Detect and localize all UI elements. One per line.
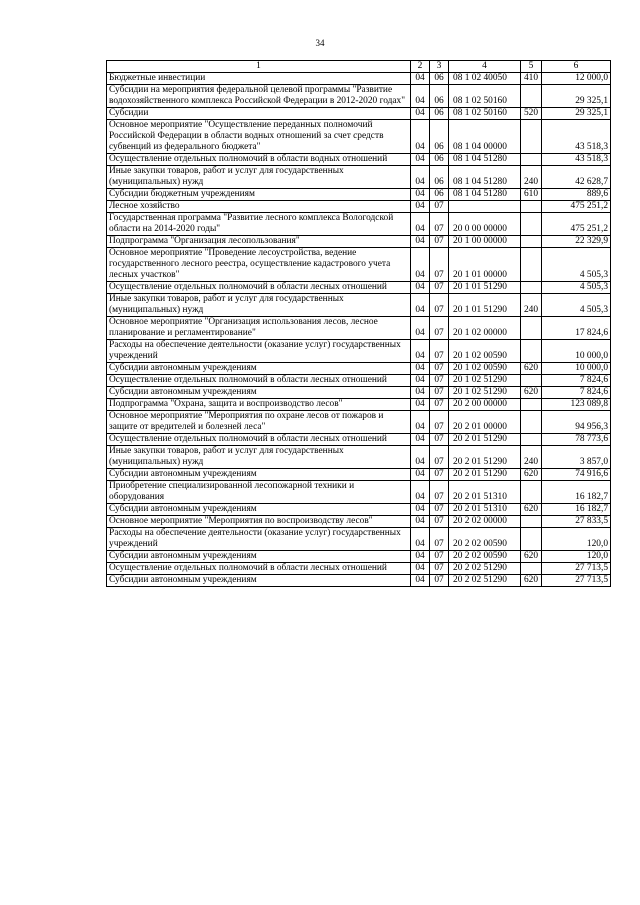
row-section: 04: [411, 166, 430, 189]
row-subsection: 07: [430, 504, 449, 516]
row-subsection: 07: [430, 446, 449, 469]
row-name: Субсидии бюджетным учреждениям: [107, 189, 411, 201]
row-target-code: 20 1 02 00000: [449, 317, 521, 340]
row-section: 04: [411, 120, 430, 154]
row-expense-type: [521, 282, 542, 294]
table-row: [107, 575, 611, 587]
row-section: 04: [411, 85, 430, 108]
row-amount: 29 325,1: [542, 108, 611, 120]
row-target-code: 20 0 00 00000: [449, 213, 521, 236]
row-amount: 27 713,5: [542, 575, 611, 587]
row-subsection: 07: [430, 282, 449, 294]
row-target-code: 08 1 02 50160: [449, 108, 521, 120]
row-section: 04: [411, 516, 430, 528]
row-name: Субсидии автономным учреждениям: [107, 504, 411, 516]
row-amount: 123 089,8: [542, 399, 611, 411]
row-expense-type: [521, 481, 542, 504]
row-amount: 29 325,1: [542, 85, 611, 108]
row-name: Субсидии автономным учреждениям: [107, 575, 411, 587]
row-section: 04: [411, 375, 430, 387]
row-subsection: 06: [430, 189, 449, 201]
row-name: Подпрограмма "Охрана, защита и воспроизводство лесов": [107, 399, 411, 411]
row-name: Осуществление отдельных полномочий в области лесных отношений: [107, 282, 411, 294]
row-amount: 17 824,6: [542, 317, 611, 340]
row-target-code: 20 1 02 51290: [449, 375, 521, 387]
row-target-code: 20 2 02 51290: [449, 563, 521, 575]
row-amount: 7 824,6: [542, 375, 611, 387]
row-target-code: 20 1 01 51290: [449, 294, 521, 317]
row-name: Субсидии на мероприятия федеральной целевой программы "Развитие водохозяйственного комплекса Российской Федерации в 2012-2020 годах": [107, 85, 411, 108]
row-target-code: 20 1 02 00590: [449, 363, 521, 375]
row-amount: 3 857,0: [542, 446, 611, 469]
row-name: Иные закупки товаров, работ и услуг для государственных (муниципальных) нужд: [107, 446, 411, 469]
row-section: 04: [411, 446, 430, 469]
row-name: Лесное хозяйство: [107, 201, 411, 213]
row-target-code: 20 2 01 51310: [449, 504, 521, 516]
row-amount: 74 916,6: [542, 469, 611, 481]
row-subsection: 06: [430, 73, 449, 85]
row-target-code: 20 2 02 00590: [449, 551, 521, 563]
row-section: 04: [411, 317, 430, 340]
table-row: [107, 166, 611, 189]
row-section: 04: [411, 363, 430, 375]
row-expense-type: 240: [521, 294, 542, 317]
row-subsection: 07: [430, 469, 449, 481]
row-target-code: 20 2 01 00000: [449, 411, 521, 434]
row-section: 04: [411, 387, 430, 399]
row-target-code: 20 1 00 00000: [449, 236, 521, 248]
row-name: Субсидии автономным учреждениям: [107, 363, 411, 375]
row-subsection: 06: [430, 166, 449, 189]
row-expense-type: 620: [521, 387, 542, 399]
row-subsection: 07: [430, 375, 449, 387]
table-row: [107, 375, 611, 387]
column-header-6: 6: [542, 61, 611, 73]
row-amount: 16 182,7: [542, 481, 611, 504]
row-expense-type: [521, 213, 542, 236]
table-row: [107, 294, 611, 317]
row-amount: 4 505,3: [542, 248, 611, 282]
row-name: Осуществление отдельных полномочий в области водных отношений: [107, 154, 411, 166]
table-row: [107, 399, 611, 411]
row-target-code: 20 2 01 51310: [449, 481, 521, 504]
row-target-code: 20 2 02 00590: [449, 528, 521, 551]
table-body: [107, 73, 611, 587]
budget-table: [106, 60, 611, 587]
row-subsection: 07: [430, 563, 449, 575]
row-expense-type: [521, 317, 542, 340]
row-expense-type: [521, 399, 542, 411]
table-row: [107, 213, 611, 236]
row-amount: 94 956,3: [542, 411, 611, 434]
table-row: [107, 108, 611, 120]
header-row: [107, 61, 611, 73]
row-section: 04: [411, 575, 430, 587]
row-subsection: 07: [430, 434, 449, 446]
table-row: [107, 73, 611, 85]
table-row: [107, 340, 611, 363]
column-header-3: 3: [430, 61, 449, 73]
row-subsection: 06: [430, 154, 449, 166]
row-subsection: 07: [430, 528, 449, 551]
row-amount: 22 329,9: [542, 236, 611, 248]
table-row: [107, 469, 611, 481]
table-row: [107, 528, 611, 551]
row-subsection: 07: [430, 399, 449, 411]
row-expense-type: [521, 201, 542, 213]
row-subsection: 07: [430, 213, 449, 236]
table-row: [107, 363, 611, 375]
row-subsection: 07: [430, 363, 449, 375]
row-target-code: 08 1 04 51280: [449, 154, 521, 166]
row-target-code: 20 1 01 00000: [449, 248, 521, 282]
row-subsection: 07: [430, 551, 449, 563]
row-expense-type: 240: [521, 446, 542, 469]
row-amount: 27 713,5: [542, 563, 611, 575]
row-expense-type: [521, 528, 542, 551]
row-expense-type: [521, 375, 542, 387]
row-target-code: 20 2 01 51290: [449, 434, 521, 446]
row-section: 04: [411, 504, 430, 516]
row-section: 04: [411, 563, 430, 575]
table-row: [107, 317, 611, 340]
row-amount: 16 182,7: [542, 504, 611, 516]
row-target-code: 08 1 02 50160: [449, 85, 521, 108]
table-row: [107, 504, 611, 516]
row-amount: 889,6: [542, 189, 611, 201]
row-name: Иные закупки товаров, работ и услуг для государственных (муниципальных) нужд: [107, 166, 411, 189]
row-section: 04: [411, 108, 430, 120]
table-row: [107, 411, 611, 434]
row-name: Осуществление отдельных полномочий в области лесных отношений: [107, 563, 411, 575]
row-target-code: 20 2 01 51290: [449, 446, 521, 469]
row-expense-type: [521, 340, 542, 363]
row-target-code: 08 1 04 51280: [449, 189, 521, 201]
table-row: [107, 516, 611, 528]
row-amount: 120,0: [542, 551, 611, 563]
table-row: [107, 563, 611, 575]
table-row: [107, 434, 611, 446]
row-expense-type: 620: [521, 363, 542, 375]
row-name: Подпрограмма "Организация лесопользования": [107, 236, 411, 248]
table-row: [107, 282, 611, 294]
row-amount: 475 251,2: [542, 213, 611, 236]
row-name: Субсидии автономным учреждениям: [107, 551, 411, 563]
table-row: [107, 551, 611, 563]
row-name: Иные закупки товаров, работ и услуг для государственных (муниципальных) нужд: [107, 294, 411, 317]
table-row: [107, 236, 611, 248]
row-target-code: 20 1 02 51290: [449, 387, 521, 399]
row-target-code: 20 2 02 00000: [449, 516, 521, 528]
row-subsection: 06: [430, 85, 449, 108]
row-amount: 27 833,5: [542, 516, 611, 528]
row-subsection: 06: [430, 108, 449, 120]
row-expense-type: 620: [521, 469, 542, 481]
row-target-code: 20 1 02 00590: [449, 340, 521, 363]
row-expense-type: [521, 411, 542, 434]
row-section: 04: [411, 551, 430, 563]
row-section: 04: [411, 340, 430, 363]
row-amount: 475 251,2: [542, 201, 611, 213]
row-target-code: 08 1 04 51280: [449, 166, 521, 189]
row-section: 04: [411, 411, 430, 434]
row-section: 04: [411, 481, 430, 504]
row-name: Расходы на обеспечение деятельности (оказание услуг) государственных учреждений: [107, 340, 411, 363]
row-amount: 43 518,3: [542, 154, 611, 166]
row-name: Осуществление отдельных полномочий в области лесных отношений: [107, 375, 411, 387]
row-name: Основное мероприятие "Организация использования лесов, лесное планирование и регламентирование": [107, 317, 411, 340]
row-subsection: 07: [430, 516, 449, 528]
row-subsection: 07: [430, 387, 449, 399]
table-row: [107, 85, 611, 108]
row-section: 04: [411, 189, 430, 201]
row-subsection: 07: [430, 236, 449, 248]
row-target-code: 20 2 00 00000: [449, 399, 521, 411]
row-section: 04: [411, 399, 430, 411]
row-name: Приобретение специализированной лесопожарной техники и оборудования: [107, 481, 411, 504]
row-section: 04: [411, 282, 430, 294]
table-row: [107, 446, 611, 469]
row-name: Расходы на обеспечение деятельности (оказание услуг) государственных учреждений: [107, 528, 411, 551]
row-section: 04: [411, 434, 430, 446]
row-name: Основное мероприятие "Мероприятия по охране лесов от пожаров и защите от вредителей и болезней леса": [107, 411, 411, 434]
row-section: 04: [411, 528, 430, 551]
row-amount: 43 518,3: [542, 120, 611, 154]
row-target-code: 08 1 02 40050: [449, 73, 521, 85]
column-header-5: 5: [521, 61, 542, 73]
row-amount: 10 000,0: [542, 340, 611, 363]
row-section: 04: [411, 201, 430, 213]
row-name: Основное мероприятие "Осуществление переданных полномочий Российской Федерации в области водных отношений за счет средств субвенций из федерального бюджета": [107, 120, 411, 154]
row-name: Бюджетные инвестиции: [107, 73, 411, 85]
row-name: Осуществление отдельных полномочий в области лесных отношений: [107, 434, 411, 446]
row-amount: 4 505,3: [542, 294, 611, 317]
row-expense-type: [521, 85, 542, 108]
row-name: Основное мероприятие "Проведение лесоустройства, ведение государственного лесного реестра, осуществление кадастрового учета лесных участков": [107, 248, 411, 282]
row-expense-type: [521, 248, 542, 282]
row-subsection: 07: [430, 201, 449, 213]
row-amount: 4 505,3: [542, 282, 611, 294]
table-row: [107, 481, 611, 504]
row-expense-type: [521, 120, 542, 154]
row-expense-type: 620: [521, 551, 542, 563]
row-expense-type: 620: [521, 575, 542, 587]
row-subsection: 07: [430, 575, 449, 587]
table-row: [107, 120, 611, 154]
row-expense-type: [521, 154, 542, 166]
row-subsection: 07: [430, 340, 449, 363]
row-subsection: 07: [430, 411, 449, 434]
table-row: [107, 248, 611, 282]
row-amount: 78 773,6: [542, 434, 611, 446]
row-amount: 10 000,0: [542, 363, 611, 375]
row-section: 04: [411, 213, 430, 236]
row-target-code: 20 2 02 51290: [449, 575, 521, 587]
row-subsection: 07: [430, 294, 449, 317]
row-expense-type: 410: [521, 73, 542, 85]
column-header-2: 2: [411, 61, 430, 73]
row-expense-type: 610: [521, 189, 542, 201]
row-amount: 120,0: [542, 528, 611, 551]
row-subsection: 07: [430, 481, 449, 504]
row-expense-type: [521, 563, 542, 575]
row-expense-type: [521, 236, 542, 248]
row-expense-type: 520: [521, 108, 542, 120]
row-section: 04: [411, 294, 430, 317]
row-expense-type: 240: [521, 166, 542, 189]
row-amount: 12 000,0: [542, 73, 611, 85]
row-name: Субсидии автономным учреждениям: [107, 469, 411, 481]
column-header-4: 4: [449, 61, 521, 73]
row-subsection: 06: [430, 120, 449, 154]
row-amount: 42 628,7: [542, 166, 611, 189]
row-section: 04: [411, 73, 430, 85]
row-amount: 7 824,6: [542, 387, 611, 399]
row-expense-type: [521, 516, 542, 528]
row-section: 04: [411, 469, 430, 481]
row-name: Государственная программа "Развитие лесного комплекса Вологодской области на 2014-2020 годы": [107, 213, 411, 236]
row-section: 04: [411, 236, 430, 248]
table-row: [107, 387, 611, 399]
row-subsection: 07: [430, 248, 449, 282]
table-row: [107, 189, 611, 201]
row-subsection: 07: [430, 317, 449, 340]
row-expense-type: 620: [521, 504, 542, 516]
row-target-code: 20 2 01 51290: [449, 469, 521, 481]
page-number: 34: [315, 38, 325, 48]
row-expense-type: [521, 434, 542, 446]
row-target-code: [449, 201, 521, 213]
row-target-code: 08 1 04 00000: [449, 120, 521, 154]
row-target-code: 20 1 01 51290: [449, 282, 521, 294]
row-name: Субсидии автономным учреждениям: [107, 387, 411, 399]
row-section: 04: [411, 248, 430, 282]
table-row: [107, 201, 611, 213]
row-section: 04: [411, 154, 430, 166]
column-header-1: 1: [107, 61, 411, 73]
table-row: [107, 154, 611, 166]
row-name: Субсидии: [107, 108, 411, 120]
row-name: Основное мероприятие "Мероприятия по воспроизводству лесов": [107, 516, 411, 528]
